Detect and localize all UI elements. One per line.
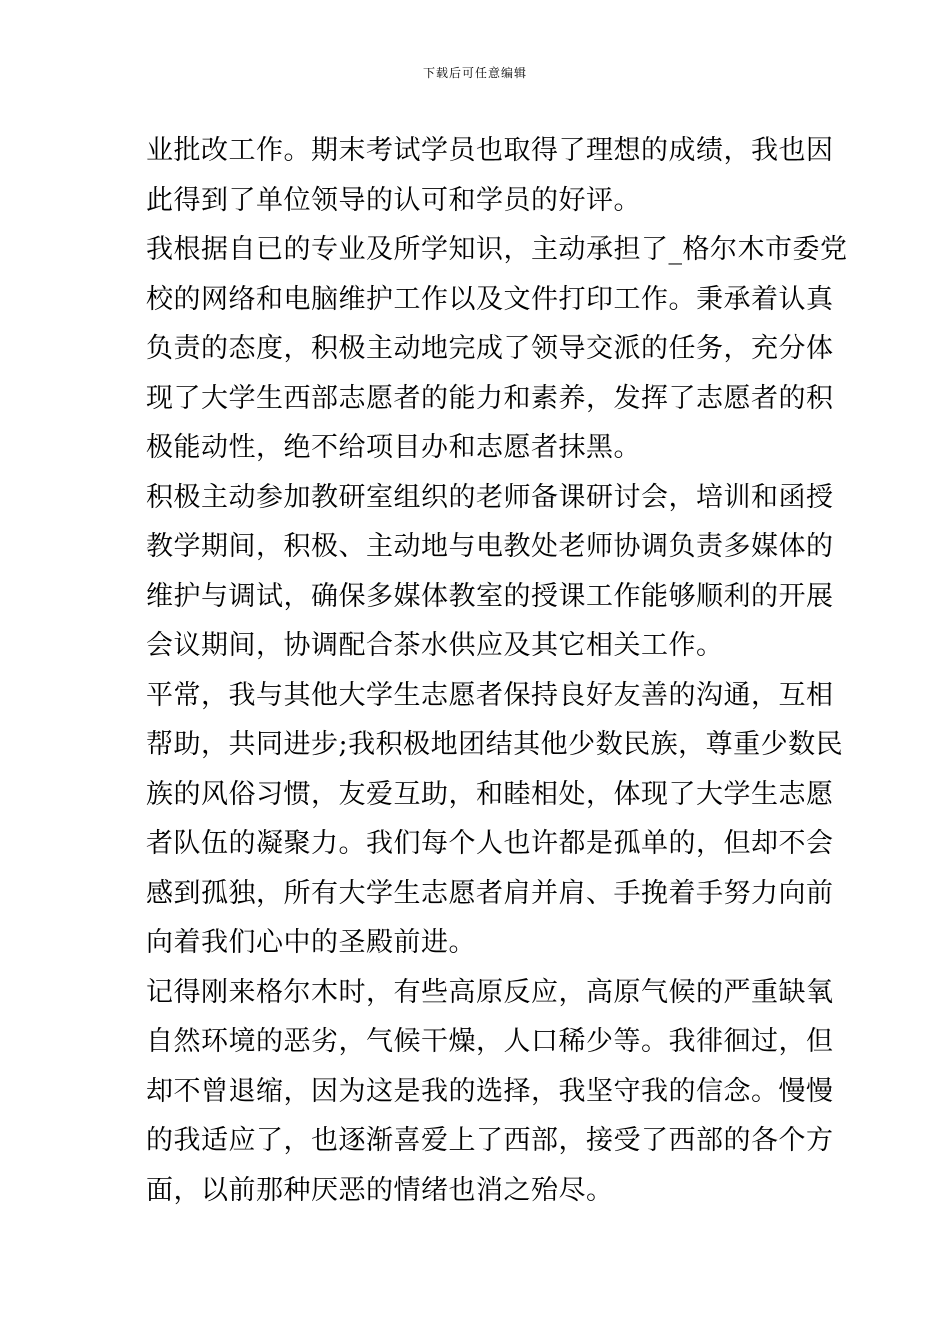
text-line: 感到孤独，所有大学生志愿者肩并肩、手挽着手努力向前	[146, 877, 834, 909]
text-line: 维护与调试，确保多媒体教室的授课工作能够顺利的开展	[146, 580, 834, 612]
text-line: 帮助，共同进步;我积极地团结其他少数民族，尊重少数民	[146, 729, 844, 760]
page-header: 下载后可任意编辑	[422, 66, 527, 80]
text-line: 此得到了单位领导的认可和学员的好评。	[146, 184, 641, 216]
text-line: 积极主动参加教研室组织的老师备课研讨会，培训和函授	[146, 481, 834, 513]
text-line: 者队伍的凝聚力。我们每个人也许都是孤单的，但却不会	[146, 828, 834, 859]
body-text	[146, 126, 848, 1215]
text-line: 我根据自已的专业及所学知识，主动承担了_格尔木市委党	[146, 234, 848, 265]
text-line: 极能动性，绝不给项目办和志愿者抹黑。	[146, 432, 641, 463]
text-line: 的我适应了，也逐渐喜爱上了西部，接受了西部的各个方	[146, 1125, 834, 1156]
text-line: 现了大学生西部志愿者的能力和素养，发挥了志愿者的积	[146, 382, 834, 414]
text-line: 自然环境的恶劣，气候干燥，人口稀少等。我徘徊过，但	[146, 1026, 834, 1057]
text-line: 校的网络和电脑维护工作以及文件打印工作。秉承着认真	[146, 283, 834, 315]
text-line: 业批改工作。期末考试学员也取得了理想的成绩，我也因	[146, 135, 834, 166]
text-line: 平常，我与其他大学生志愿者保持良好友善的沟通，互相	[146, 679, 834, 711]
text-line: 族的风俗习惯，友爱互助，和睦相处，体现了大学生志愿	[146, 778, 834, 810]
text-line: 向着我们心中的圣殿前进。	[146, 927, 476, 958]
text-line: 记得刚来格尔木时，有些高原反应，高原气候的严重缺氧	[146, 976, 834, 1008]
text-line: 负责的态度，积极主动地完成了领导交派的任务，充分体	[146, 333, 834, 364]
text-line: 却不曾退缩，因为这是我的选择，我坚守我的信念。慢慢	[146, 1075, 834, 1107]
text-line: 教学期间，积极、主动地与电教处老师协调负责多媒体的	[146, 531, 834, 562]
text-line: 会议期间，协调配合茶水供应及其它相关工作。	[146, 630, 724, 661]
text-line: 面，以前那种厌恶的情绪也消之殆尽。	[146, 1174, 614, 1206]
